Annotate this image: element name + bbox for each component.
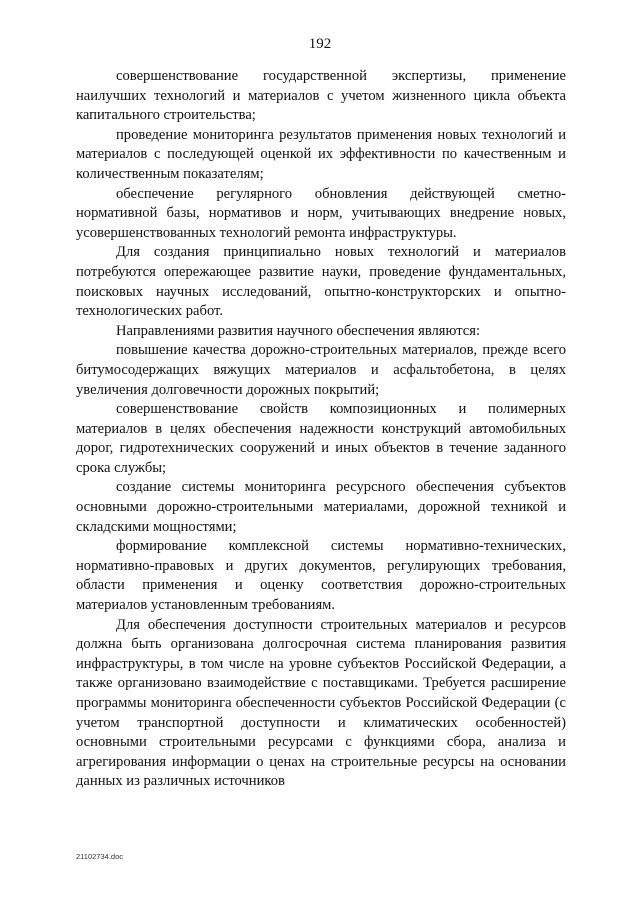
paragraph: совершенствование свойств композиционных и полимерных материалов в целях обеспечения надежности конструкций автомобильных дорог, гидротехнических сооружений и иных объектов в течение заданного срока службы;	[76, 401, 566, 476]
paragraph: Для создания принципиально новых технологий и материалов потребуются опережающее развитие науки, проведение фундаментальных, поисковых научных исследований, опытно-конструкторских и опытно-технологических работ.	[76, 244, 566, 320]
paragraph: Направлениями развития научного обеспечения являются:	[116, 322, 481, 339]
footer-document-code: 21102734.doc	[76, 852, 123, 861]
paragraph: Для обеспечения доступности строительных материалов и ресурсов должна быть организована долгосрочная система планирования развития инфраструктуры, в том числе на уровне субъектов Российской Федерации, а также организовано взаимодействие с поставщиками. Требуется расширение программы мониторинга обеспеченности субъектов Российской Федерации (с учетом транспортной доступности и климатических особенностей) основными строительными ресурсами с функциями сбора, анализа и агрегирования информации о ценах на строительные ресурсы на основании данных из различных источников	[76, 616, 566, 790]
body-text	[76, 67, 566, 792]
paragraph: проведение мониторинга результатов применения новых технологий и материалов с последующей оценкой их эффективности по качественным и количественным показателям;	[76, 126, 566, 182]
paragraph: обеспечение регулярного обновления действующей сметно-нормативной базы, нормативов и норм, учитывающих внедрение новых, усовершенствованных технологий ремонта инфраструктуры.	[76, 185, 566, 241]
paragraph: создание системы мониторинга ресурсного обеспечения субъектов основными дорожно-строительными материалами, дорожной техникой и складскими мощностями;	[76, 479, 566, 535]
page-number: 192	[308, 36, 332, 52]
paragraph: повышение качества дорожно-строительных материалов, прежде всего битумосодержащих вяжущих материалов и асфальтобетона, в целях увеличения долговечности дорожных покрытий;	[76, 342, 566, 398]
paragraph: совершенствование государственной экспертизы, применение наилучших технологий и материалов с учетом жизненного цикла объекта капитального строительства;	[76, 68, 566, 124]
paragraph: формирование комплексной системы нормативно-технических, нормативно-правовых и других документов, регулирующих требования, области применения и оценку соответствия дорожно-строительных материалов установленным требованиям.	[76, 538, 566, 614]
